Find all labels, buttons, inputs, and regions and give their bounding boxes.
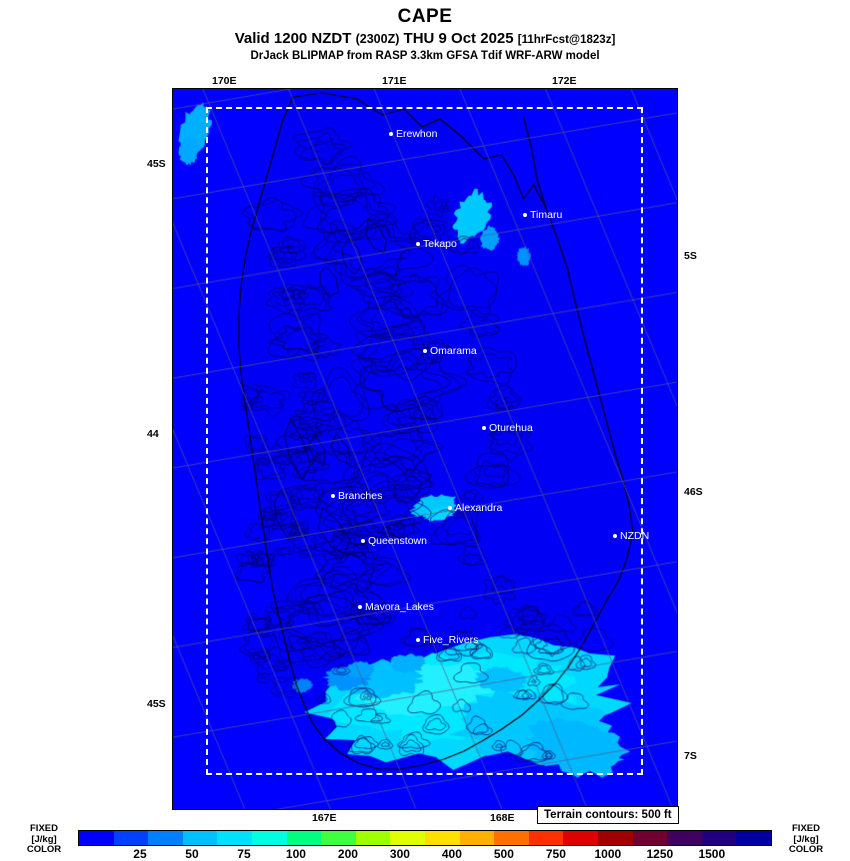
city-label [448,503,502,514]
colorbar-tick: 500 [493,847,514,861]
lat-tick-label: 45S [147,158,166,170]
lon-tick-label: 168E [490,812,515,824]
city-name: Oturehua [489,422,533,434]
city-marker-dot [331,494,335,498]
colorbar-segment [148,831,183,845]
lon-tick-label: 167E [312,812,337,824]
colorbar-segment [79,831,114,845]
city-label [416,239,457,250]
colorbar-segment [529,831,564,845]
valid-date: THU 9 Oct 2025 [403,30,514,47]
city-marker-dot [358,605,362,609]
city-marker-dot [448,506,452,510]
colorbar-left-line1: FIXED [30,823,58,834]
city-marker-dot [416,242,420,246]
colorbar-tick: 1500 [698,847,726,861]
colorbar-right-caption [780,824,832,856]
colorbar-tick: 200 [337,847,358,861]
city-name: Alexandra [455,502,503,514]
city-label [358,602,434,613]
colorbar-tick: 300 [389,847,410,861]
colorbar-tick: 50 [185,847,199,861]
colorbar-segment [667,831,702,845]
colorbar-tick: 750 [545,847,566,861]
forecast-tag: [11hrFcst@1823z] [517,34,616,46]
city-label [361,536,427,547]
colorbar-tick: 1000 [594,847,622,861]
lat-tick-label: 5S [684,250,697,262]
valid-time: Valid 1200 NZDT [234,30,352,47]
colorbar-tick-labels [78,847,772,861]
colorbar-segment [356,831,391,845]
city-name: Erewhon [396,128,438,140]
valid-time-line [0,30,850,47]
city-name: Branches [338,490,383,502]
city-marker-dot [523,213,527,217]
city-marker-dot [416,638,420,642]
city-name: Queenstown [368,535,427,547]
city-marker-dot [389,132,393,136]
city-label [523,210,562,221]
colorbar-tick: 1250 [646,847,674,861]
city-name: Omarama [430,345,477,357]
colorbar-segment [252,831,287,845]
chart-header [0,0,850,62]
colorbar-tick: 400 [441,847,462,861]
colorbar-right-line3: COLOR [788,844,824,855]
city-label [416,635,478,646]
colorbar-tick: 75 [237,847,251,861]
colorbar-segment [390,831,425,845]
colorbar-segment [217,831,252,845]
city-marker-dot [423,349,427,353]
lat-tick-label: 46S [684,486,703,498]
colorbar [0,818,850,860]
map-panel[interactable] [172,88,678,810]
lon-tick-label: 170E [212,75,237,87]
lat-tick-label: 45S [147,698,166,710]
colorbar-segment [598,831,633,845]
colorbar-segment [563,831,598,845]
city-marker-dot [361,539,365,543]
colorbar-segment [425,831,460,845]
city-name: Five_Rivers [423,634,479,646]
page-title: CAPE [397,6,453,27]
colorbar-segment [321,831,356,845]
city-marker-dot [613,534,617,538]
lon-tick-label: 171E [382,75,407,87]
colorbar-left-line3: COLOR [26,844,62,855]
colorbar-segment [633,831,668,845]
colorbar-gradient [78,830,772,846]
colorbar-segment [114,831,149,845]
model-description: DrJack BLIPMAP from RASP 3.3km GFSA Tdif WRF-ARW model [250,50,600,62]
colorbar-segment [494,831,529,845]
colorbar-tick: 25 [133,847,147,861]
colorbar-segment [702,831,737,845]
city-label [423,346,477,357]
colorbar-left-caption [18,824,70,856]
city-marker-dot [482,426,486,430]
lat-tick-label: 44 [147,428,159,440]
map-raster [173,89,677,809]
city-name: NZDN [620,530,650,542]
colorbar-segment [736,831,771,845]
city-name: Mavora_Lakes [365,601,434,613]
city-label [613,531,649,542]
colorbar-right-line2: [J/kg] [793,833,819,845]
valid-time-utc: (2300Z) [355,32,400,46]
colorbar-left-line2: [J/kg] [31,833,57,845]
city-name: Timaru [530,209,563,221]
colorbar-segment [287,831,322,845]
city-label [482,423,533,434]
colorbar-segment [183,831,218,845]
city-label [331,491,382,502]
colorbar-segment [460,831,495,845]
lat-tick-label: 7S [684,750,697,762]
colorbar-tick: 100 [285,847,306,861]
city-label [389,129,437,140]
city-name: Tekapo [423,238,457,250]
terrain-contour-note: Terrain contours: 500 ft [537,806,679,824]
lon-tick-label: 172E [552,75,577,87]
colorbar-right-line1: FIXED [792,823,820,834]
